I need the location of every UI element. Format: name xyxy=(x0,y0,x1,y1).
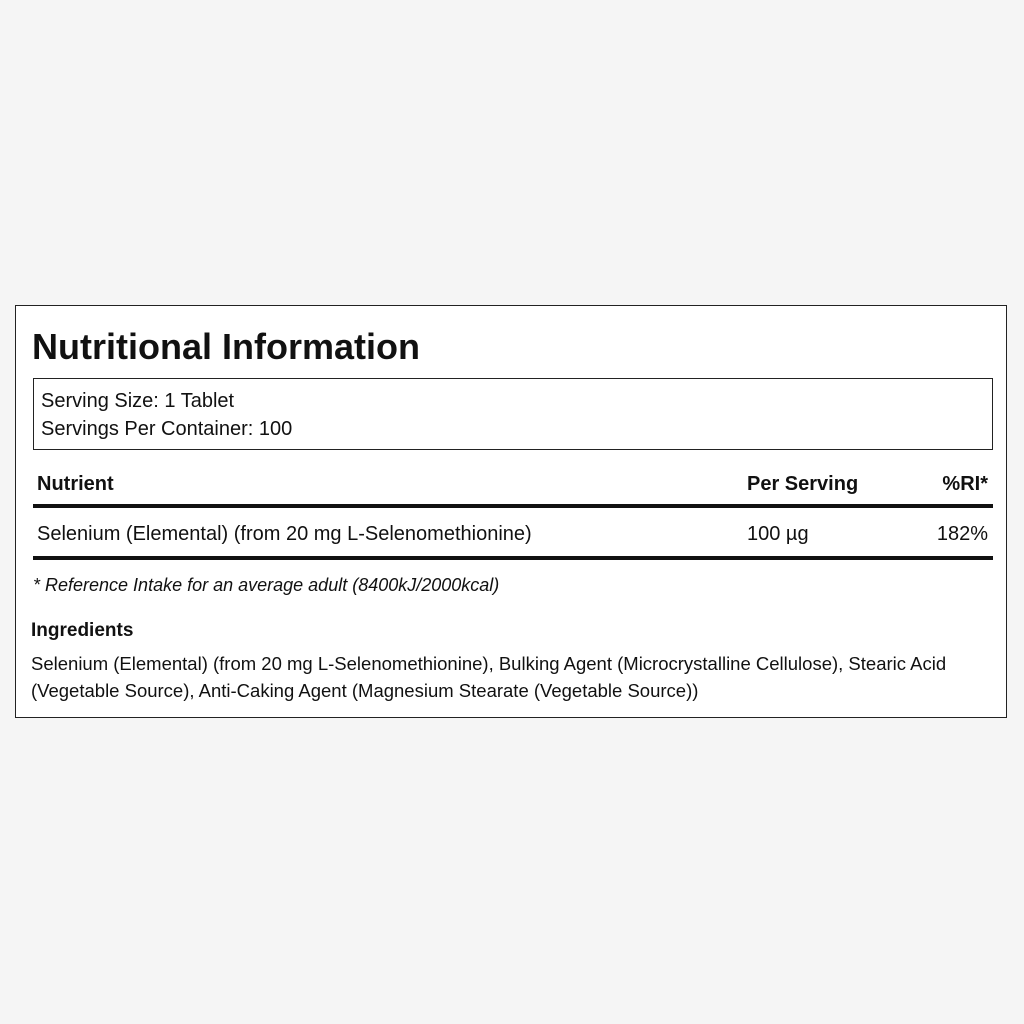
serving-size: Serving Size: 1 Tablet xyxy=(41,390,235,412)
nutrient-amount: 100 µg xyxy=(747,523,809,545)
servings-per-container: Servings Per Container: 100 xyxy=(41,418,293,440)
header-per-serving: Per Serving xyxy=(747,473,859,495)
ingredients-text: Selenium (Elemental) (from 20 mg L-Selenomethionine), Bulking Agent (Microcrystalline Cellulose), Stearic Acid (Vegetable Source), Anti-Caking Agent (Magnesium Stearate (Vegetable Source)) xyxy=(31,653,947,701)
header-ri: %RI* xyxy=(942,473,988,495)
panel-title: Nutritional Information xyxy=(32,326,420,367)
header-nutrient: Nutrient xyxy=(37,473,114,495)
nutrient-ri: 182% xyxy=(936,523,988,545)
serving-info-box xyxy=(33,378,993,450)
reference-intake-footnote: * Reference Intake for an average adult (8400kJ/2000kcal) xyxy=(33,575,500,595)
nutrient-name: Selenium (Elemental) (from 20 mg L-Selenomethionine) xyxy=(37,523,532,545)
nutrient-table xyxy=(33,464,993,560)
table-header-row xyxy=(33,464,993,504)
table-row xyxy=(33,508,993,556)
nutrition-panel xyxy=(15,305,1007,718)
table-bottom-divider xyxy=(33,556,993,560)
ingredients-heading: Ingredients xyxy=(31,620,134,641)
